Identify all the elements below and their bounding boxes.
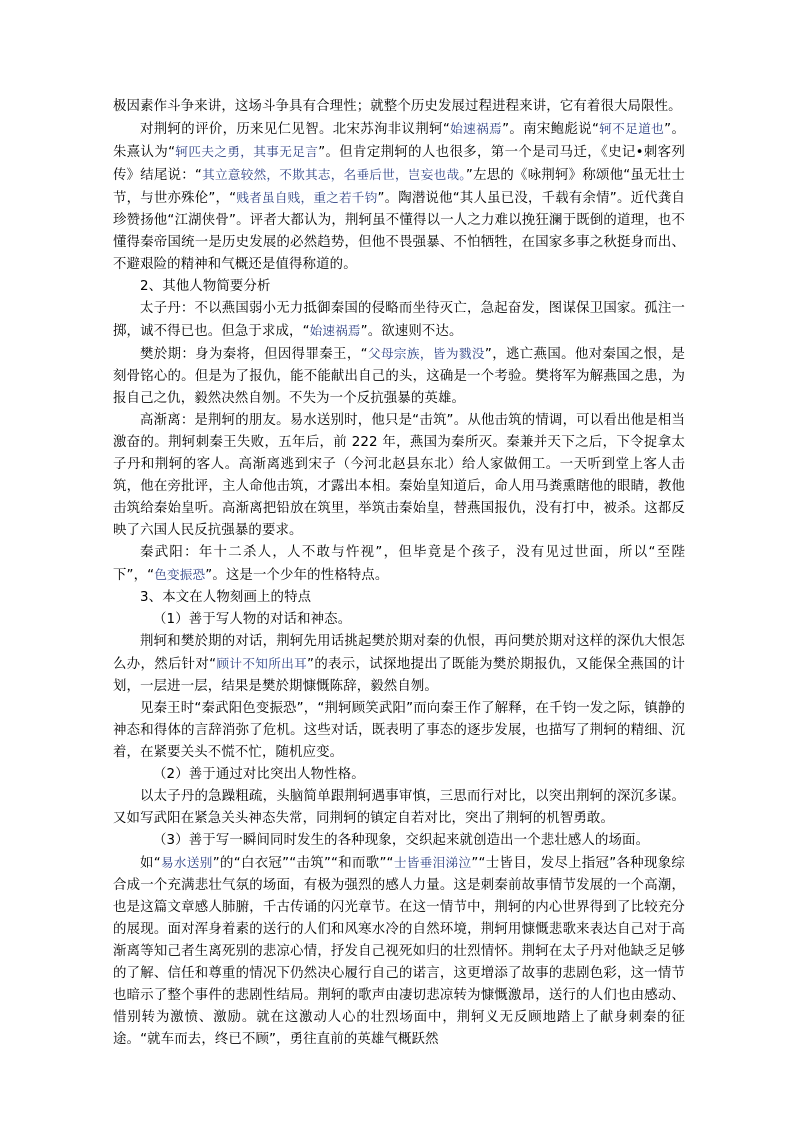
text-segment: ”。朱熹认为“ — [113, 122, 685, 160]
text-segment: ”。陶潜说他“其人虽已没，千载有余情”。近代龚自珍赞扬他“江湖侠骨”。评者大都认为，荆轲虽不懂得以一人之力难以挽狂澜于既倒的道理，也不懂得秦帝国统一是历史发展的必然趋势，但他不畏强暴、不怕牺牲，在国家多事之秋挺身而出、不避艰险的精神和气概还是值得称道的。 — [113, 191, 685, 272]
quoted-text: 始速祸焉 — [449, 121, 503, 136]
text-segment: 见秦王时“秦武阳色变振恐”，“荆轲顾笑武阳”而向秦王作了解释，在千钧一发之际，镇静的神态和得体的言辞消弥了危机。这些对话，既表明了事态的逐步发展，也描写了荆轲的精细、沉着，在紧要关头不慌不忙，随机应变。 — [113, 701, 685, 760]
paragraph — [113, 96, 685, 118]
quoted-text: 士皆垂泪涕泣 — [393, 855, 472, 870]
text-segment: （2）善于通过对比突出人物性格。 — [153, 767, 365, 782]
quoted-text: 父母宗族，皆为戮没 — [367, 346, 485, 361]
text-segment: ”。南宋鲍彪说“ — [502, 122, 600, 137]
text-segment: 如“ — [140, 856, 161, 871]
quoted-text: 贱者虽自贱，重之若千钧 — [236, 190, 378, 205]
quoted-text: 顾计不知所出耳 — [216, 656, 308, 671]
text-segment: ”左思的《咏荆轲》称颂他“虽无壮士节，与世亦殊伦”，“ — [113, 168, 685, 206]
paragraph — [113, 631, 685, 698]
quoted-text: 始速祸焉 — [309, 323, 361, 338]
text-segment: 太子丹：不以燕国弱小无力抵御秦国的侵略而坐待灭亡，急起奋发，图谋保卫国家。孤注一掷，诚不得已也。但急于求成，“ — [113, 301, 685, 339]
paragraph — [113, 276, 685, 298]
paragraph — [113, 852, 685, 1051]
paragraph — [113, 410, 685, 542]
text-segment: 以太子丹的急躁粗疏，头脑简单跟荆轲遇事审慎，三思而行对比，以突出荆轲的深沉多谋。又如写武阳在紧急关头神态失常，同荆轲的镇定自若对比，突出了荆轲的机智勇敢。 — [113, 789, 685, 826]
text-segment: ”，逃亡燕国。他对秦国之恨，是刻骨铭心的。但是为了报仇，能不能献出自己的头，这确是一个考验。樊将军为解燕国之患，为报自己之仇，毅然决然自刎。不失为一个反抗强暴的英雄。 — [113, 347, 685, 406]
paragraph — [113, 298, 685, 343]
text-segment: ”“士皆目，发尽上指冠”各种现象综合成一个充满悲壮气氛的场面，有极为强烈的感人力量。这是刺秦前故事情节发展的一个高潮，也是这篇文章感人肺腑，千古传诵的闪光章节。在这一情节中，荆轲的内心世界得到了比较充分的展现。面对浑身着素的送行的人们和风寒水冷的自然环境，荆轲用慷慨悲歌来表达自己对于高渐离等知己者生离死别的悲凉心情，抒发自己视死如归的壮烈情怀。荆轲在太子丹对他缺乏足够的了解、信任和尊重的情况下仍然决心履行自己的诺言，这更增添了故事的悲剧色彩，这一情节也暗示了整个事件的悲剧性结局。荆轲的歌声由凄切悲凉转为慷慨激昂，送行的人们也由感动、惜别转为激愤、激励。就在这激动人心的壮烈场面中，荆轲义无反顾地踏上了献身刺秦的征途。“就车而去，终已不顾”，勇往直前的英雄气概跃然 — [113, 856, 685, 1047]
paragraph — [113, 609, 685, 631]
text-segment: 2、其他人物简要分析 — [140, 279, 271, 294]
paragraph — [113, 830, 685, 852]
text-segment: ”。但肯定荆轲的人也很多，第一个是司马迁，《史记•刺客列传》结尾说：“ — [113, 145, 685, 183]
text-segment: 高渐离：是荆轲的朋友。易水送别时，他只是“击筑”。从他击筑的情调，可以看出他是相当激奋的。荆轲刺秦王失败，五年后，前 222 年，燕国为秦所灭。秦兼并天下之后，下令捉拿太子丹和荆轲的客人。高渐离逃到宋子（今河北赵县东北）给人家做佣工。一天听到堂上客人击筑，他在旁批评，主人命他击筑，才露出本相。秦始皇知道后，命人用马粪熏瞎他的眼睛，教他击筑给秦始皇听。高渐离把铅放在筑里，举筑击秦始皇，替燕国报仇，没有打中，被杀。这都反映了六国人民反抗强暴的要求。 — [113, 413, 685, 538]
paragraph — [113, 118, 685, 276]
quoted-text: 色变振恐 — [154, 567, 206, 582]
text-segment: 樊於期：身为秦将，但因得罪秦王，“ — [140, 347, 368, 362]
text-segment: （3）善于写一瞬间同时发生的各种现象，交织起来就创造出一个悲壮感人的场面。 — [153, 833, 650, 848]
document-page — [113, 96, 685, 1051]
paragraph — [113, 764, 685, 786]
text-segment: （1）善于写人物的对话和神态。 — [153, 612, 352, 627]
text-segment: 3、本文在人物刻画上的特点 — [140, 590, 312, 605]
text-segment: ”。欲速则不达。 — [360, 324, 463, 339]
quoted-text: 轲匹夫之勇，其事无足言 — [175, 144, 319, 159]
paragraph — [113, 587, 685, 609]
paragraph — [113, 343, 685, 410]
paragraph — [113, 786, 685, 830]
paragraph — [113, 542, 685, 587]
text-segment: ”的表示，试探地提出了既能为樊於期报仇，又能保全燕国的计划，一层进一层，结果是樊於期慷慨陈辞，毅然自刎。 — [113, 657, 685, 694]
text-segment: ”。这是一个少年的性格特点。 — [205, 568, 389, 583]
quoted-text: 轲不足道也 — [599, 121, 665, 136]
quoted-text: 其立意较然，不欺其志，名垂后世，岂妄也哉。 — [202, 167, 466, 182]
paragraph — [113, 698, 685, 764]
text-segment: ”的“白衣冠”“击筑”“和而歌”“ — [212, 856, 394, 871]
text-segment: 秦武阳：年十二杀人，人不敢与忤视”，但毕竟是个孩子，没有见过世面，所以“至陛下”，“ — [113, 545, 685, 583]
quoted-text: 易水送别 — [160, 855, 213, 870]
text-segment: 荆轲和樊於期的对话，荆轲先用话挑起樊於期对秦的仇恨，再问樊於期对这样的深仇大恨怎么办，然后针对“ — [113, 634, 685, 672]
text-segment: 极因素作斗争来讲，这场斗争具有合理性；就整个历史发展过程进程来讲，它有着很大局限性。 — [113, 99, 682, 114]
text-segment: 对荆轲的评价，历来见仁见智。北宋苏洵非议荆轲“ — [140, 122, 450, 137]
